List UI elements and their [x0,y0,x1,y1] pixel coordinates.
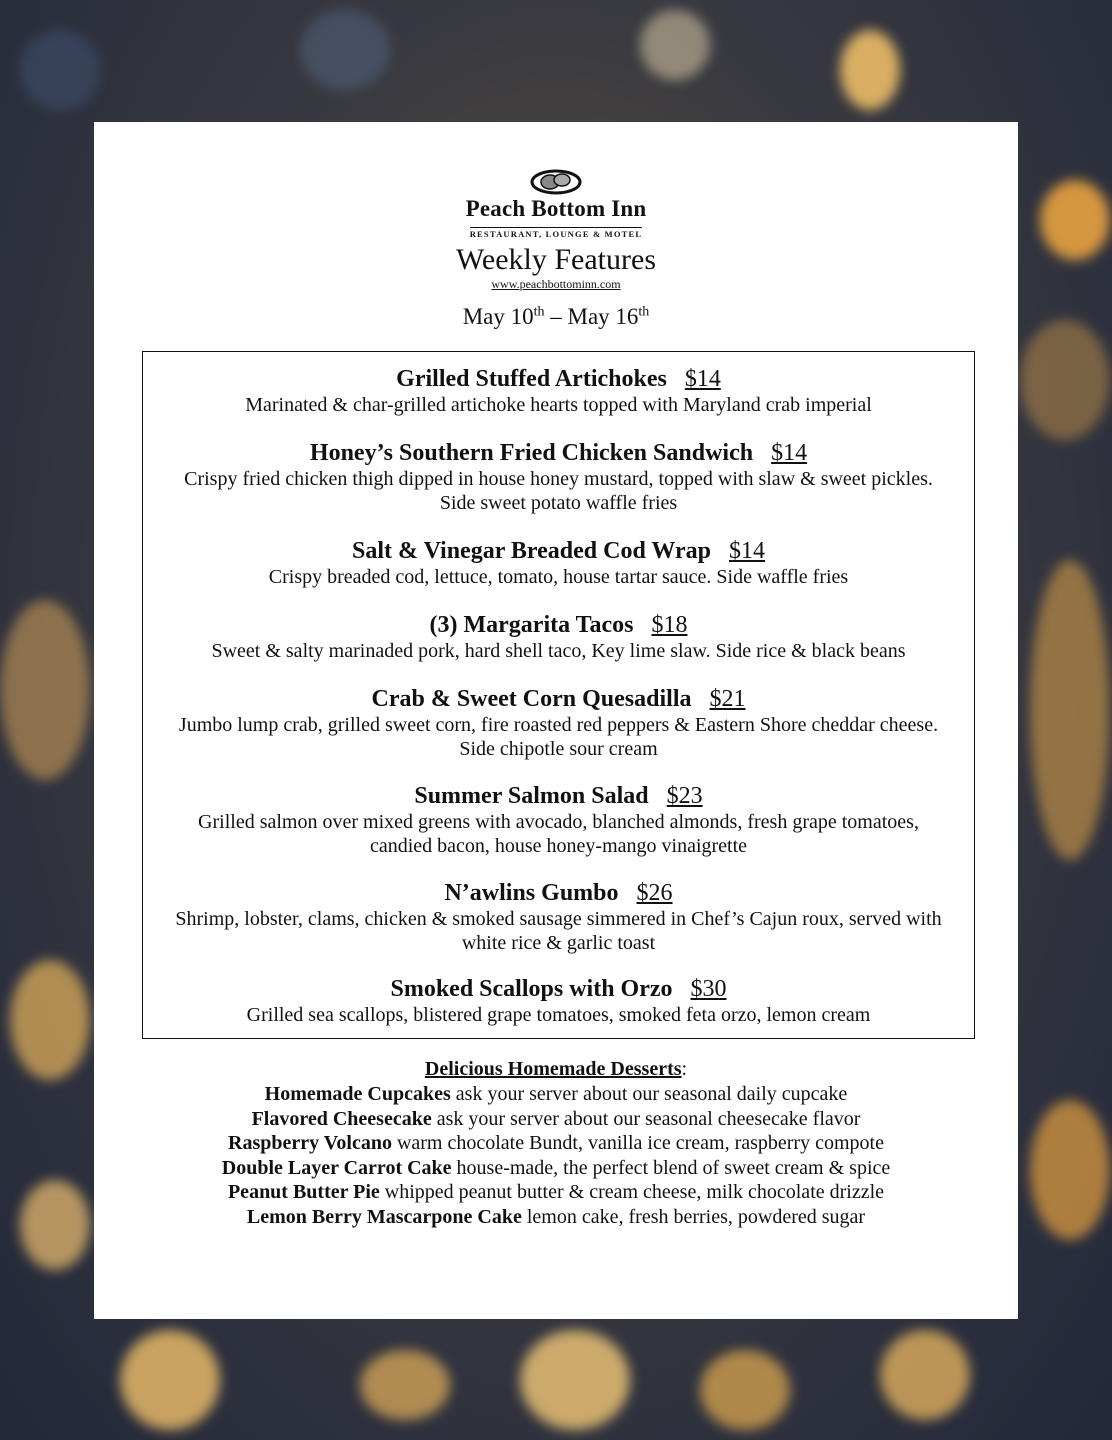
item-price: $14 [771,440,808,466]
date-range [94,304,1018,330]
date-separator: – [544,304,568,329]
item-description: Grilled sea scallops, blistered grape tomatoes, smoked feta orzo, lemon cream [246,1004,871,1026]
menu-item [143,611,974,663]
item-description: Crispy fried chicken thigh dipped in house honey mustard, topped with slaw & sweet pickles. [184,468,933,490]
dessert-description: ask your server about our seasonal daily cupcake [450,1083,848,1105]
dessert-name: Lemon Berry Mascarpone Cake [246,1205,522,1228]
menu-item [143,439,974,515]
item-description: Side chipotle sour cream [459,738,658,760]
item-description: Shrimp, lobster, clams, chicken & smoked sausage simmered in Chef’s Cajun roux, served with [175,908,942,930]
dessert-item [94,1107,1018,1132]
menu-item [143,782,974,858]
item-name: N’awlins Gumbo [444,880,619,906]
menu-sheet [94,122,1018,1319]
dessert-item [94,1205,1018,1230]
dessert-description: lemon cake, fresh berries, powdered sugar [521,1205,866,1228]
menu-item [143,537,974,589]
dessert-name: Homemade Cupcakes [264,1083,451,1105]
item-price: $26 [636,880,673,906]
item-price: $14 [728,538,765,564]
menu-item [143,879,974,955]
brand-subtitle: RESTAURANT, LOUNGE & MOTEL [469,229,643,239]
logo-block [94,168,1018,291]
item-name: Summer Salmon Salad [414,783,649,809]
item-description: Crispy breaded cod, lettuce, tomato, house tartar sauce. Side waffle fries [268,566,849,588]
item-price: $23 [666,783,703,809]
item-price: $30 [690,976,727,1002]
dessert-item [94,1082,1018,1107]
website-link[interactable]: www.peachbottominn.com [491,277,621,291]
item-name: Salt & Vinegar Breaded Cod Wrap [352,538,711,564]
item-description: Jumbo lump crab, grilled sweet corn, fire roasted red peppers & Eastern Shore cheddar cheese. [178,714,939,736]
item-description: Side sweet potato waffle fries [439,492,678,514]
date-end: May 16 [567,304,639,329]
dessert-description: warm chocolate Bundt, vanilla ice cream, raspberry compote [391,1132,884,1154]
item-name: Honey’s Southern Fried Chicken Sandwich [309,440,754,466]
dessert-name: Raspberry Volcano [228,1132,392,1154]
item-name: Smoked Scallops with Orzo [390,976,673,1002]
dessert-description: house-made, the perfect blend of sweet cream & spice [451,1156,891,1179]
dessert-name: Double Layer Carrot Cake [221,1156,452,1179]
item-description: candied bacon, house honey-mango vinaigrette [369,835,748,857]
dessert-item [94,1131,1018,1156]
item-description: white rice & garlic toast [461,932,656,954]
item-description: Marinated & char-grilled artichoke hearts topped with Maryland crab imperial [245,394,872,416]
dessert-description: ask your server about our seasonal cheesecake flavor [431,1107,861,1130]
dessert-name: Peanut Butter Pie [227,1181,380,1203]
page-title: Weekly Features [455,243,656,276]
menu-item [143,975,974,1027]
desserts-heading-colon: : [681,1058,688,1080]
date-start-suffix: th [533,304,545,320]
date-start: May 10 [462,304,534,329]
item-name: Crab & Sweet Corn Quesadilla [371,686,692,712]
date-end-suffix: th [638,304,650,320]
menu-item [143,365,974,417]
features-box [142,351,975,1039]
item-name: (3) Margarita Tacos [429,612,634,638]
desserts-heading: Delicious Homemade Desserts [424,1058,682,1080]
dessert-item [94,1180,1018,1205]
desserts-section [94,1056,1018,1229]
dessert-name: Flavored Cheesecake [251,1107,432,1130]
brand-name: Peach Bottom Inn [465,196,647,221]
item-name: Grilled Stuffed Artichokes [396,366,667,392]
dessert-item [94,1156,1018,1181]
item-price: $18 [651,612,688,638]
dessert-description: whipped peanut butter & cream cheese, milk chocolate drizzle [379,1181,885,1203]
item-price: $21 [709,686,746,712]
item-description: Grilled salmon over mixed greens with avocado, blanched almonds, fresh grape tomatoes, [198,811,919,833]
item-description: Sweet & salty marinaded pork, hard shell taco, Key lime slaw. Side rice & black beans [211,640,906,662]
item-price: $14 [684,366,721,392]
menu-item [143,685,974,761]
peach-logo-icon [530,168,582,196]
